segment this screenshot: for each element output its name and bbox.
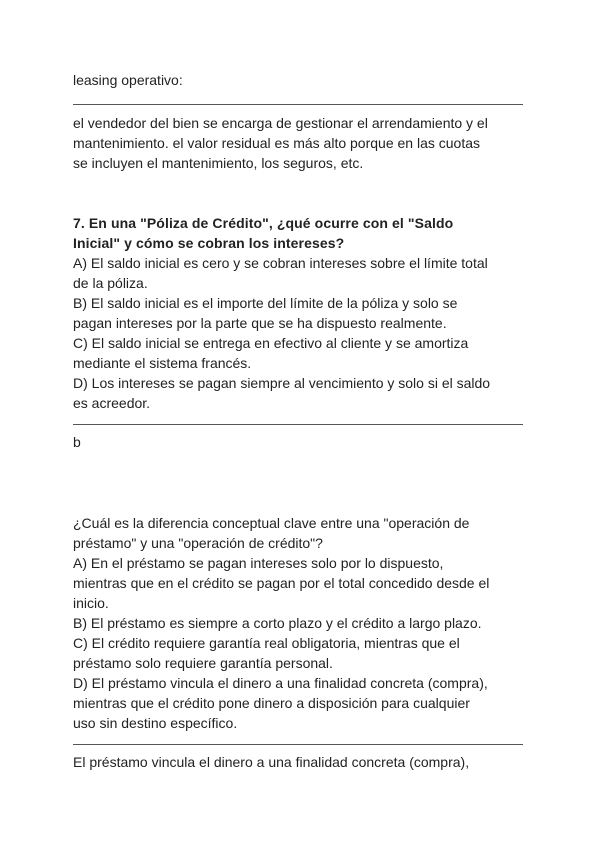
option-line: mediante el sistema francés. [73, 355, 252, 371]
option-line: pagan intereses por la parte que se ha dispuesto realmente. [73, 315, 447, 331]
option-line: C) El crédito requiere garantía real obligatoria, mientras que el [73, 635, 460, 651]
divider [73, 424, 523, 425]
option-line: de la póliza. [73, 275, 148, 291]
question-line: ¿Cuál es la diferencia conceptual clave entre una "operación de [73, 515, 470, 531]
answer-text: b [73, 434, 81, 450]
option-line: uso sin destino específico. [73, 715, 238, 731]
option-line: B) El préstamo es siempre a corto plazo y el crédito a largo plazo. [73, 615, 482, 631]
answer-line: El préstamo vincula el dinero a una finalidad concreta (compra), [73, 754, 470, 770]
answer-line: el vendedor del bien se encarga de gestionar el arrendamiento y el [73, 115, 488, 131]
question-title: Inicial" y cómo se cobran los intereses? [73, 235, 345, 251]
divider [73, 744, 523, 745]
section-heading: leasing operativo: [73, 72, 183, 88]
option-line: es acreedor. [73, 395, 151, 411]
option-line: D) Los intereses se pagan siempre al vencimiento y solo si el saldo [73, 375, 491, 391]
question-title: 7. En una "Póliza de Crédito", ¿qué ocurre con el "Saldo [73, 215, 454, 231]
question-line: préstamo" y una "operación de crédito"? [73, 535, 323, 551]
option-line: inicio. [73, 595, 109, 611]
option-line: A) En el préstamo se pagan intereses solo por lo dispuesto, [73, 555, 444, 571]
answer-line: mantenimiento. el valor residual es más alto porque en las cuotas [73, 135, 480, 151]
option-line: mientras que en el crédito se pagan por el total concedido desde el [73, 575, 490, 591]
option-line: A) El saldo inicial es cero y se cobran intereses sobre el límite total [73, 255, 488, 271]
option-line: C) El saldo inicial se entrega en efectivo al cliente y se amortiza [73, 335, 469, 351]
option-line: D) El préstamo vincula el dinero a una finalidad concreta (compra), [73, 675, 488, 691]
option-line: préstamo solo requiere garantía personal. [73, 655, 333, 671]
option-line: mientras que el crédito pone dinero a disposición para cualquier [73, 695, 470, 711]
option-line: B) El saldo inicial es el importe del límite de la póliza y solo se [73, 295, 458, 311]
answer-line: se incluyen el mantenimiento, los seguros, etc. [73, 155, 364, 171]
divider [73, 104, 523, 105]
